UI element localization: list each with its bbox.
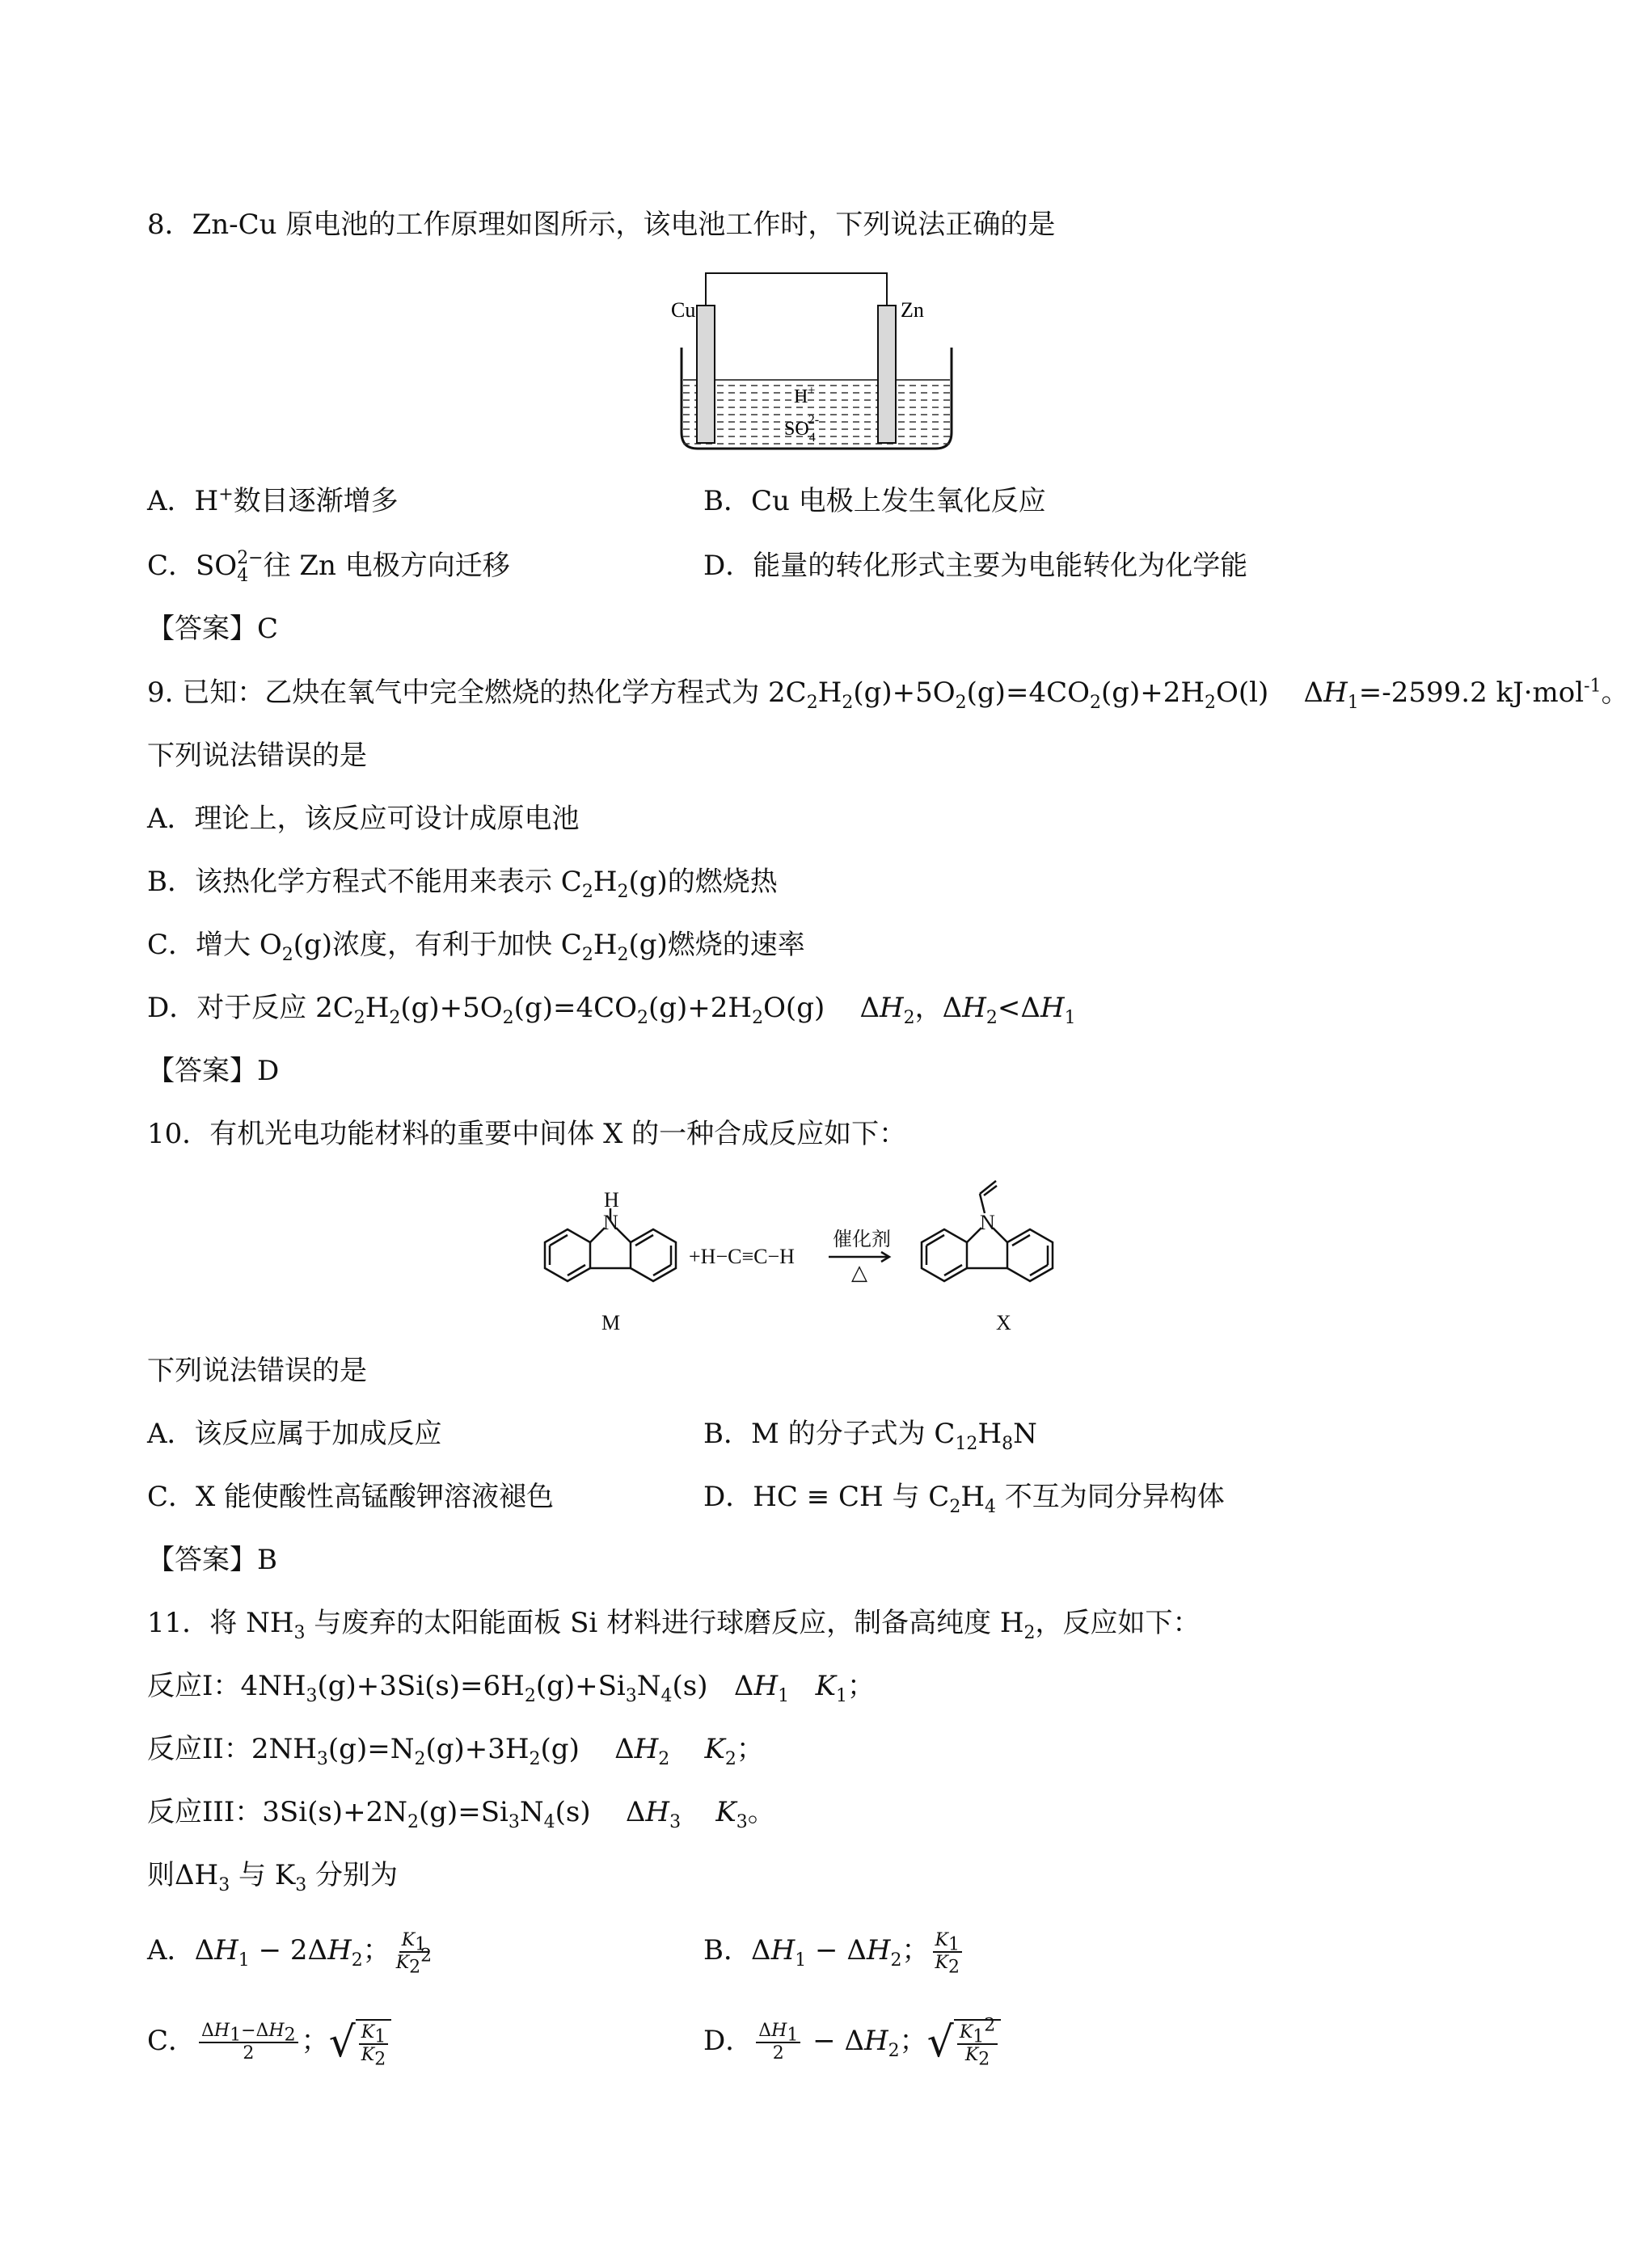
label-x: X xyxy=(996,1311,1011,1334)
q8-option-a: A．H+数目逐渐增多 xyxy=(147,484,399,517)
q8-stem: 8．Zn-Cu 原电池的工作原理如图所示，该电池工作时，下列说法正确的是 xyxy=(147,209,1056,241)
q11-reaction-2: 反应II：$2NH_3(g)=N_2(g)+3H_2(g)$ $\Delta H_2$ $K_2$； xyxy=(147,1733,764,1769)
ion-sulfate: $SO_42-$ xyxy=(784,413,820,445)
q11-option-b: B．$\Delta H_1 - \Delta H_2$； $\frac{K_1}{K_2}$ xyxy=(703,1930,965,1974)
q11-question-line: 则$\Delta H_3$ 与 $K_3$ 分别为 xyxy=(147,1859,399,1895)
cu-label: Cu xyxy=(671,298,696,322)
m-nh-n: N xyxy=(603,1211,618,1234)
q9-stem: 9. 已知：乙炔在氧气中完全燃烧的热化学方程式为 $2C_2H_2(g)+5O_2(g)=4CO_2(g)+2H_2O(l)$ $\Delta H_1=-2599.2$ kJ·mol$^{-1}$。 xyxy=(147,676,1629,713)
x-n: N xyxy=(980,1211,995,1234)
q11-reaction-3: 反应III：$3Si(s)+2N_2(g)=Si_3N_4(s)$ $\Delta H_3$ $K_3$。 xyxy=(147,1796,775,1832)
m-nh-h: H xyxy=(604,1188,619,1212)
q9-option-b: B．该热化学方程式不能用来表示 $C_2H_2(g)$的燃烧热 xyxy=(147,866,778,902)
q11-option-a: A．$\Delta H_1 - 2\Delta H_2$； $\frac{K_1}{K_2^2}$ xyxy=(147,1930,433,1978)
q11-stem: 11．将 $NH_3$ 与废弃的太阳能面板 Si 材料进行球磨反应，制备高纯度 $H_2$，反应如下： xyxy=(147,1607,1201,1643)
ion-h-plus: H+ xyxy=(794,384,816,407)
cu-electrode xyxy=(697,306,715,443)
q8-option-d: D．能量的转化形式主要为电能转化为化学能 xyxy=(703,550,1248,582)
q9-question-line: 下列说法错误的是 xyxy=(147,740,367,772)
q9-option-a: A．理论上，该反应可设计成原电池 xyxy=(147,803,580,835)
heat-label: △ xyxy=(851,1261,867,1284)
q9-option-c: C．增大 $O_2(g)$浓度，有利于加快 $C_2H_2(g)$燃烧的速率 xyxy=(147,929,805,965)
q10-option-d: D．HC ≡ CH 与 $C_2H_4$ 不互为同分异构体 xyxy=(703,1481,1225,1517)
q8-answer: 【答案】C xyxy=(147,613,279,645)
q10-option-b: B．M 的分子式为 $C_{12}H_8N$ xyxy=(703,1418,1037,1454)
q10-answer: 【答案】B xyxy=(147,1544,277,1576)
q11-reaction-1: 反应I：$4NH_3(g)+3Si(s)=6H_2(g)+Si_3N_4(s)$ $\Delta H_1$ $K_1$； xyxy=(147,1670,875,1706)
reaction-scheme xyxy=(517,1176,1099,1349)
q9-option-d: D．对于反应 $2C_2H_2(g)+5O_2(g)=4CO_2(g)+2H_2O(g)$ $\Delta H_2$，$\Delta H_2<\Delta H_1$ xyxy=(147,992,1076,1028)
q10-option-a: A．该反应属于加成反应 xyxy=(147,1418,442,1450)
label-m: M xyxy=(601,1311,621,1334)
q11-option-c: C． $\frac{\Delta H_1-\Delta H_2}{2}$ ； √ $\frac{K_1}{K_2}$ xyxy=(147,2019,391,2066)
q10-question-line: 下列说法错误的是 xyxy=(147,1355,367,1387)
catalyst-label: 催化剂 xyxy=(833,1229,891,1250)
zn-electrode xyxy=(878,306,896,443)
zn-label: Zn xyxy=(901,298,924,322)
q9-answer: 【答案】D xyxy=(147,1055,280,1087)
galvanic-cell-diagram xyxy=(671,259,962,464)
q10-option-c: C．X 能使酸性高锰酸钾溶液褪色 xyxy=(147,1481,555,1513)
acetylene-reagent: +H−C≡C−H xyxy=(689,1245,795,1268)
q8-option-c: C．SO 2− 4 往 Zn 电极方向迁移 xyxy=(147,548,510,586)
q8-option-b: B．Cu 电极上发生氧化反应 xyxy=(703,485,1046,517)
q11-option-d: D． $\frac{\Delta H_1}{2}$ − $\Delta H_2$； √ $\frac{K_1^2}{K_2}$ xyxy=(703,2019,1001,2066)
q10-stem: 10．有机光电功能材料的重要中间体 X 的一种合成反应如下： xyxy=(147,1118,907,1150)
